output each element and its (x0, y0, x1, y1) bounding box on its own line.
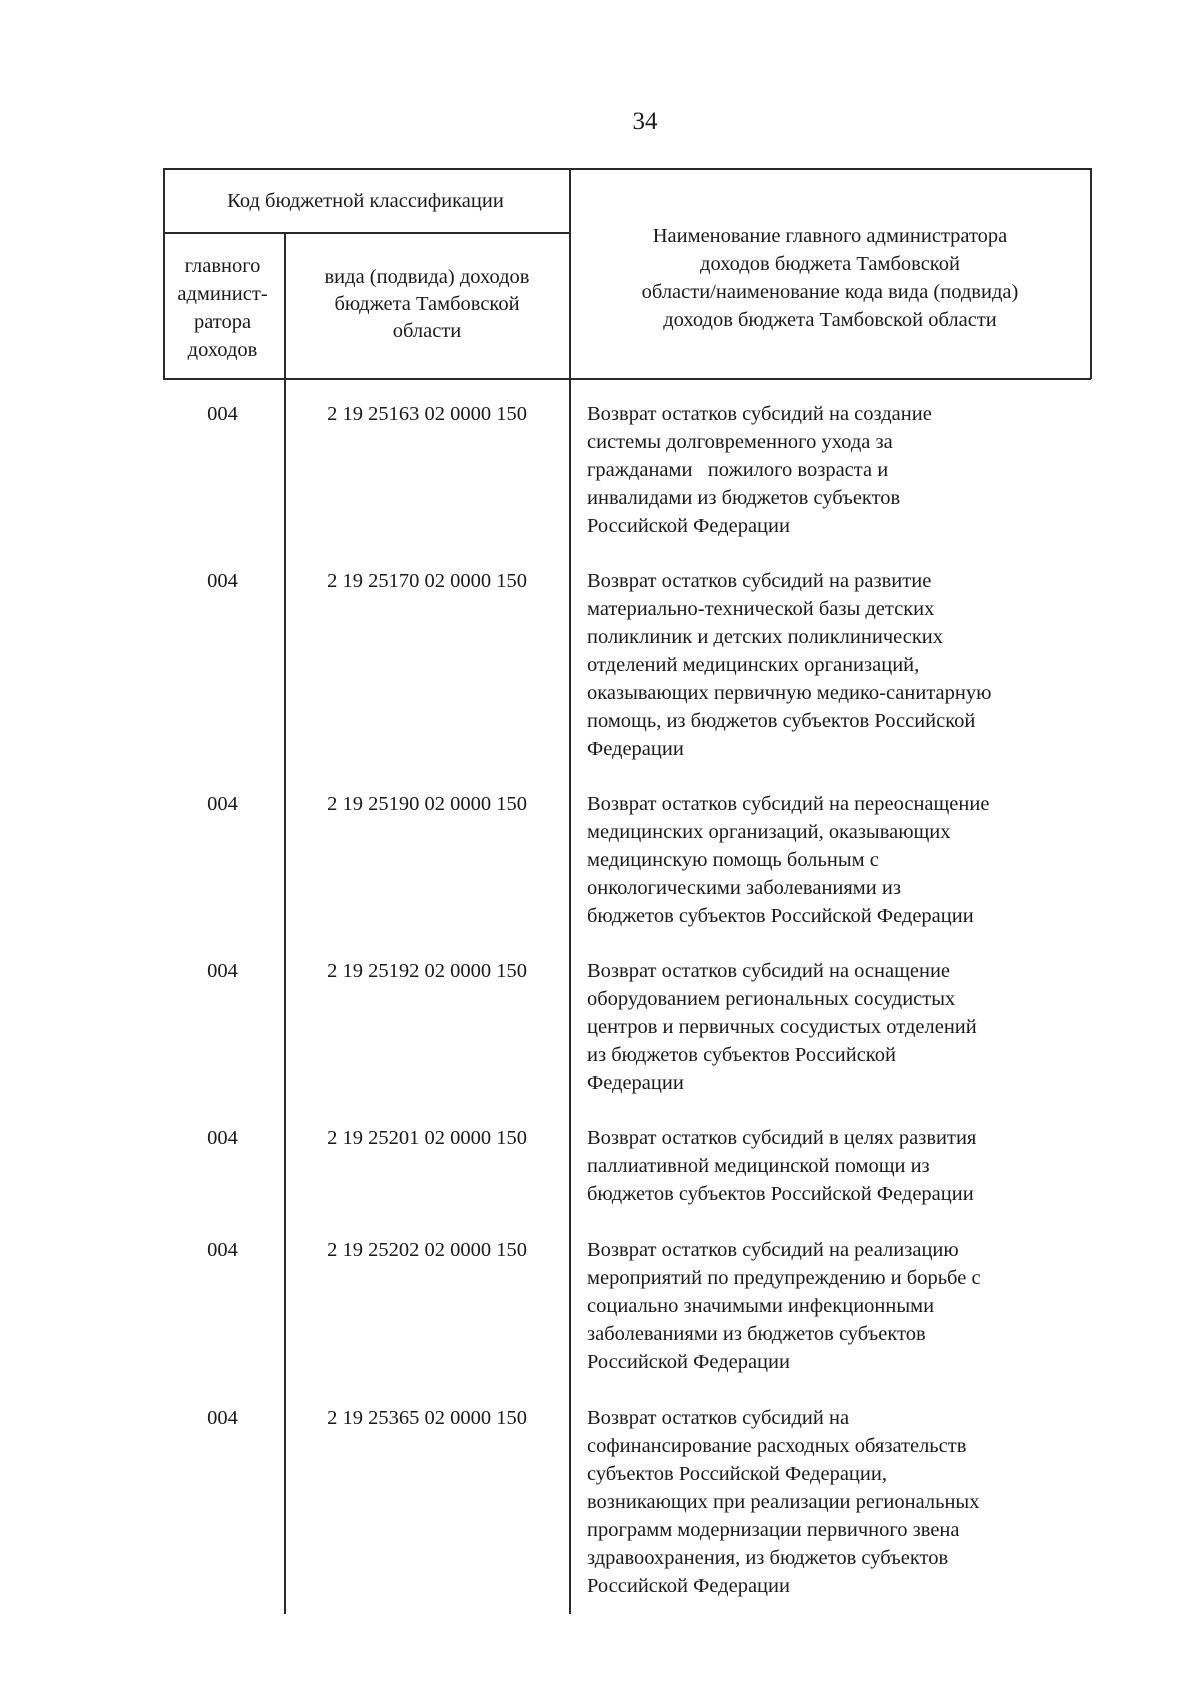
admin-code: 004 (207, 1407, 238, 1429)
income-name-line: паллиативной медицинской помощи из (587, 1155, 930, 1177)
budget-classification-code: 2 19 25202 02 0000 150 (327, 1239, 527, 1261)
header-kind-column (286, 264, 568, 345)
budget-classification-code: 2 19 25163 02 0000 150 (327, 403, 527, 425)
income-name-line: поликлиник и детских поликлинических (587, 626, 944, 648)
header-admin-line: доходов (187, 339, 258, 361)
income-name (587, 567, 1087, 763)
admin-code: 004 (207, 1239, 238, 1261)
income-name-line: Федерации (587, 738, 684, 760)
income-name-line: заболеваниями из бюджетов субъектов (587, 1323, 926, 1345)
table-top-border (163, 168, 1091, 170)
header-code-divider (163, 232, 570, 234)
income-name (587, 957, 1087, 1097)
income-name-line: отделений медицинских организаций, (587, 654, 920, 676)
table-right-border (1090, 168, 1092, 379)
income-name-line: субъектов Российской Федерации, (587, 1463, 887, 1485)
income-name-line: Федерации (587, 1072, 684, 1094)
income-name-line: Возврат остатков субсидий на оснащение (587, 960, 951, 982)
income-name (587, 1404, 1087, 1600)
header-name-line: доходов бюджета Тамбовской области (663, 309, 997, 331)
budget-classification-code: 2 19 25365 02 0000 150 (327, 1407, 527, 1429)
header-kind-line: вида (подвида) доходов (324, 266, 530, 288)
header-admin-column (163, 252, 282, 364)
income-name-line: софинансирование расходных обязательств (587, 1435, 967, 1457)
header-name-line: области/наименование кода вида (подвида) (641, 281, 1019, 303)
income-name-line: возникающих при реализации региональных (587, 1491, 980, 1513)
income-name-line: Возврат остатков субсидий на (587, 1407, 850, 1429)
income-name (587, 1124, 1087, 1208)
income-name (587, 1236, 1087, 1376)
income-name-line: Российской Федерации (587, 1575, 790, 1597)
header-code-group: Код бюджетной классификации (227, 190, 504, 212)
income-name-line: центров и первичных сосудистых отделений (587, 1016, 977, 1038)
income-name-line: социально значимыми инфекционными (587, 1295, 935, 1317)
income-name (587, 400, 1087, 540)
income-name-line: гражданами пожилого возраста и (587, 459, 889, 481)
income-name-line: медицинских организаций, оказывающих (587, 821, 951, 843)
income-name-line: бюджетов субъектов Российской Федерации (587, 1183, 974, 1205)
admin-code: 004 (207, 1127, 238, 1149)
header-admin-line: ратора (193, 311, 252, 333)
income-name-line: инвалидами из бюджетов субъектов (587, 487, 901, 509)
budget-classification-code: 2 19 25201 02 0000 150 (327, 1127, 527, 1149)
column-divider-kbk (569, 168, 571, 1614)
header-admin-line: админист- (177, 283, 268, 305)
header-name-line: Наименование главного администратора (652, 225, 1008, 247)
admin-code: 004 (207, 403, 238, 425)
income-name-line: Возврат остатков субсидий на развитие (587, 570, 932, 592)
admin-code: 004 (207, 570, 238, 592)
income-name-line: оборудованием региональных сосудистых (587, 988, 956, 1010)
income-name-line: здравоохранения, из бюджетов субъектов (587, 1547, 949, 1569)
income-name-line: Возврат остатков субсидий на реализацию (587, 1239, 959, 1261)
income-name-line: Российской Федерации (587, 1351, 790, 1373)
budget-classification-code: 2 19 25192 02 0000 150 (327, 960, 527, 982)
income-name-line: Возврат остатков субсидий на переоснащение (587, 793, 990, 815)
admin-code: 004 (207, 793, 238, 815)
income-name-line: мероприятий по предупреждению и борьбе с (587, 1267, 981, 1289)
income-name-line: из бюджетов субъектов Российской (587, 1044, 896, 1066)
income-name-line: бюджетов субъектов Российской Федерации (587, 905, 974, 927)
income-name (587, 790, 1087, 930)
admin-code: 004 (207, 960, 238, 982)
header-kind-line: бюджета Тамбовской (334, 293, 520, 315)
income-name-line: материально-технической базы детских (587, 598, 935, 620)
income-name-line: программ модернизации первичного звена (587, 1519, 960, 1541)
header-admin-line: главного (184, 255, 261, 277)
header-name-column (570, 222, 1090, 334)
income-name-line: Российской Федерации (587, 515, 790, 537)
income-name-line: Возврат остатков субсидий в целях развития (587, 1127, 977, 1149)
header-kind-line: области (392, 320, 462, 342)
income-name-line: помощь, из бюджетов субъектов Российской (587, 710, 976, 732)
income-name-line: Возврат остатков субсидий на создание (587, 403, 932, 425)
income-name-line: оказывающих первичную медико-санитарную (587, 682, 992, 704)
header-bottom-border (163, 378, 1091, 380)
budget-classification-code: 2 19 25170 02 0000 150 (327, 570, 527, 592)
budget-classification-code: 2 19 25190 02 0000 150 (327, 793, 527, 815)
income-name-line: онкологическими заболеваниями из (587, 877, 901, 899)
page-number: 34 (632, 108, 658, 135)
income-name-line: системы долговременного ухода за (587, 431, 893, 453)
income-name-line: медицинскую помощь больным с (587, 849, 879, 871)
header-name-line: доходов бюджета Тамбовской (700, 253, 960, 275)
